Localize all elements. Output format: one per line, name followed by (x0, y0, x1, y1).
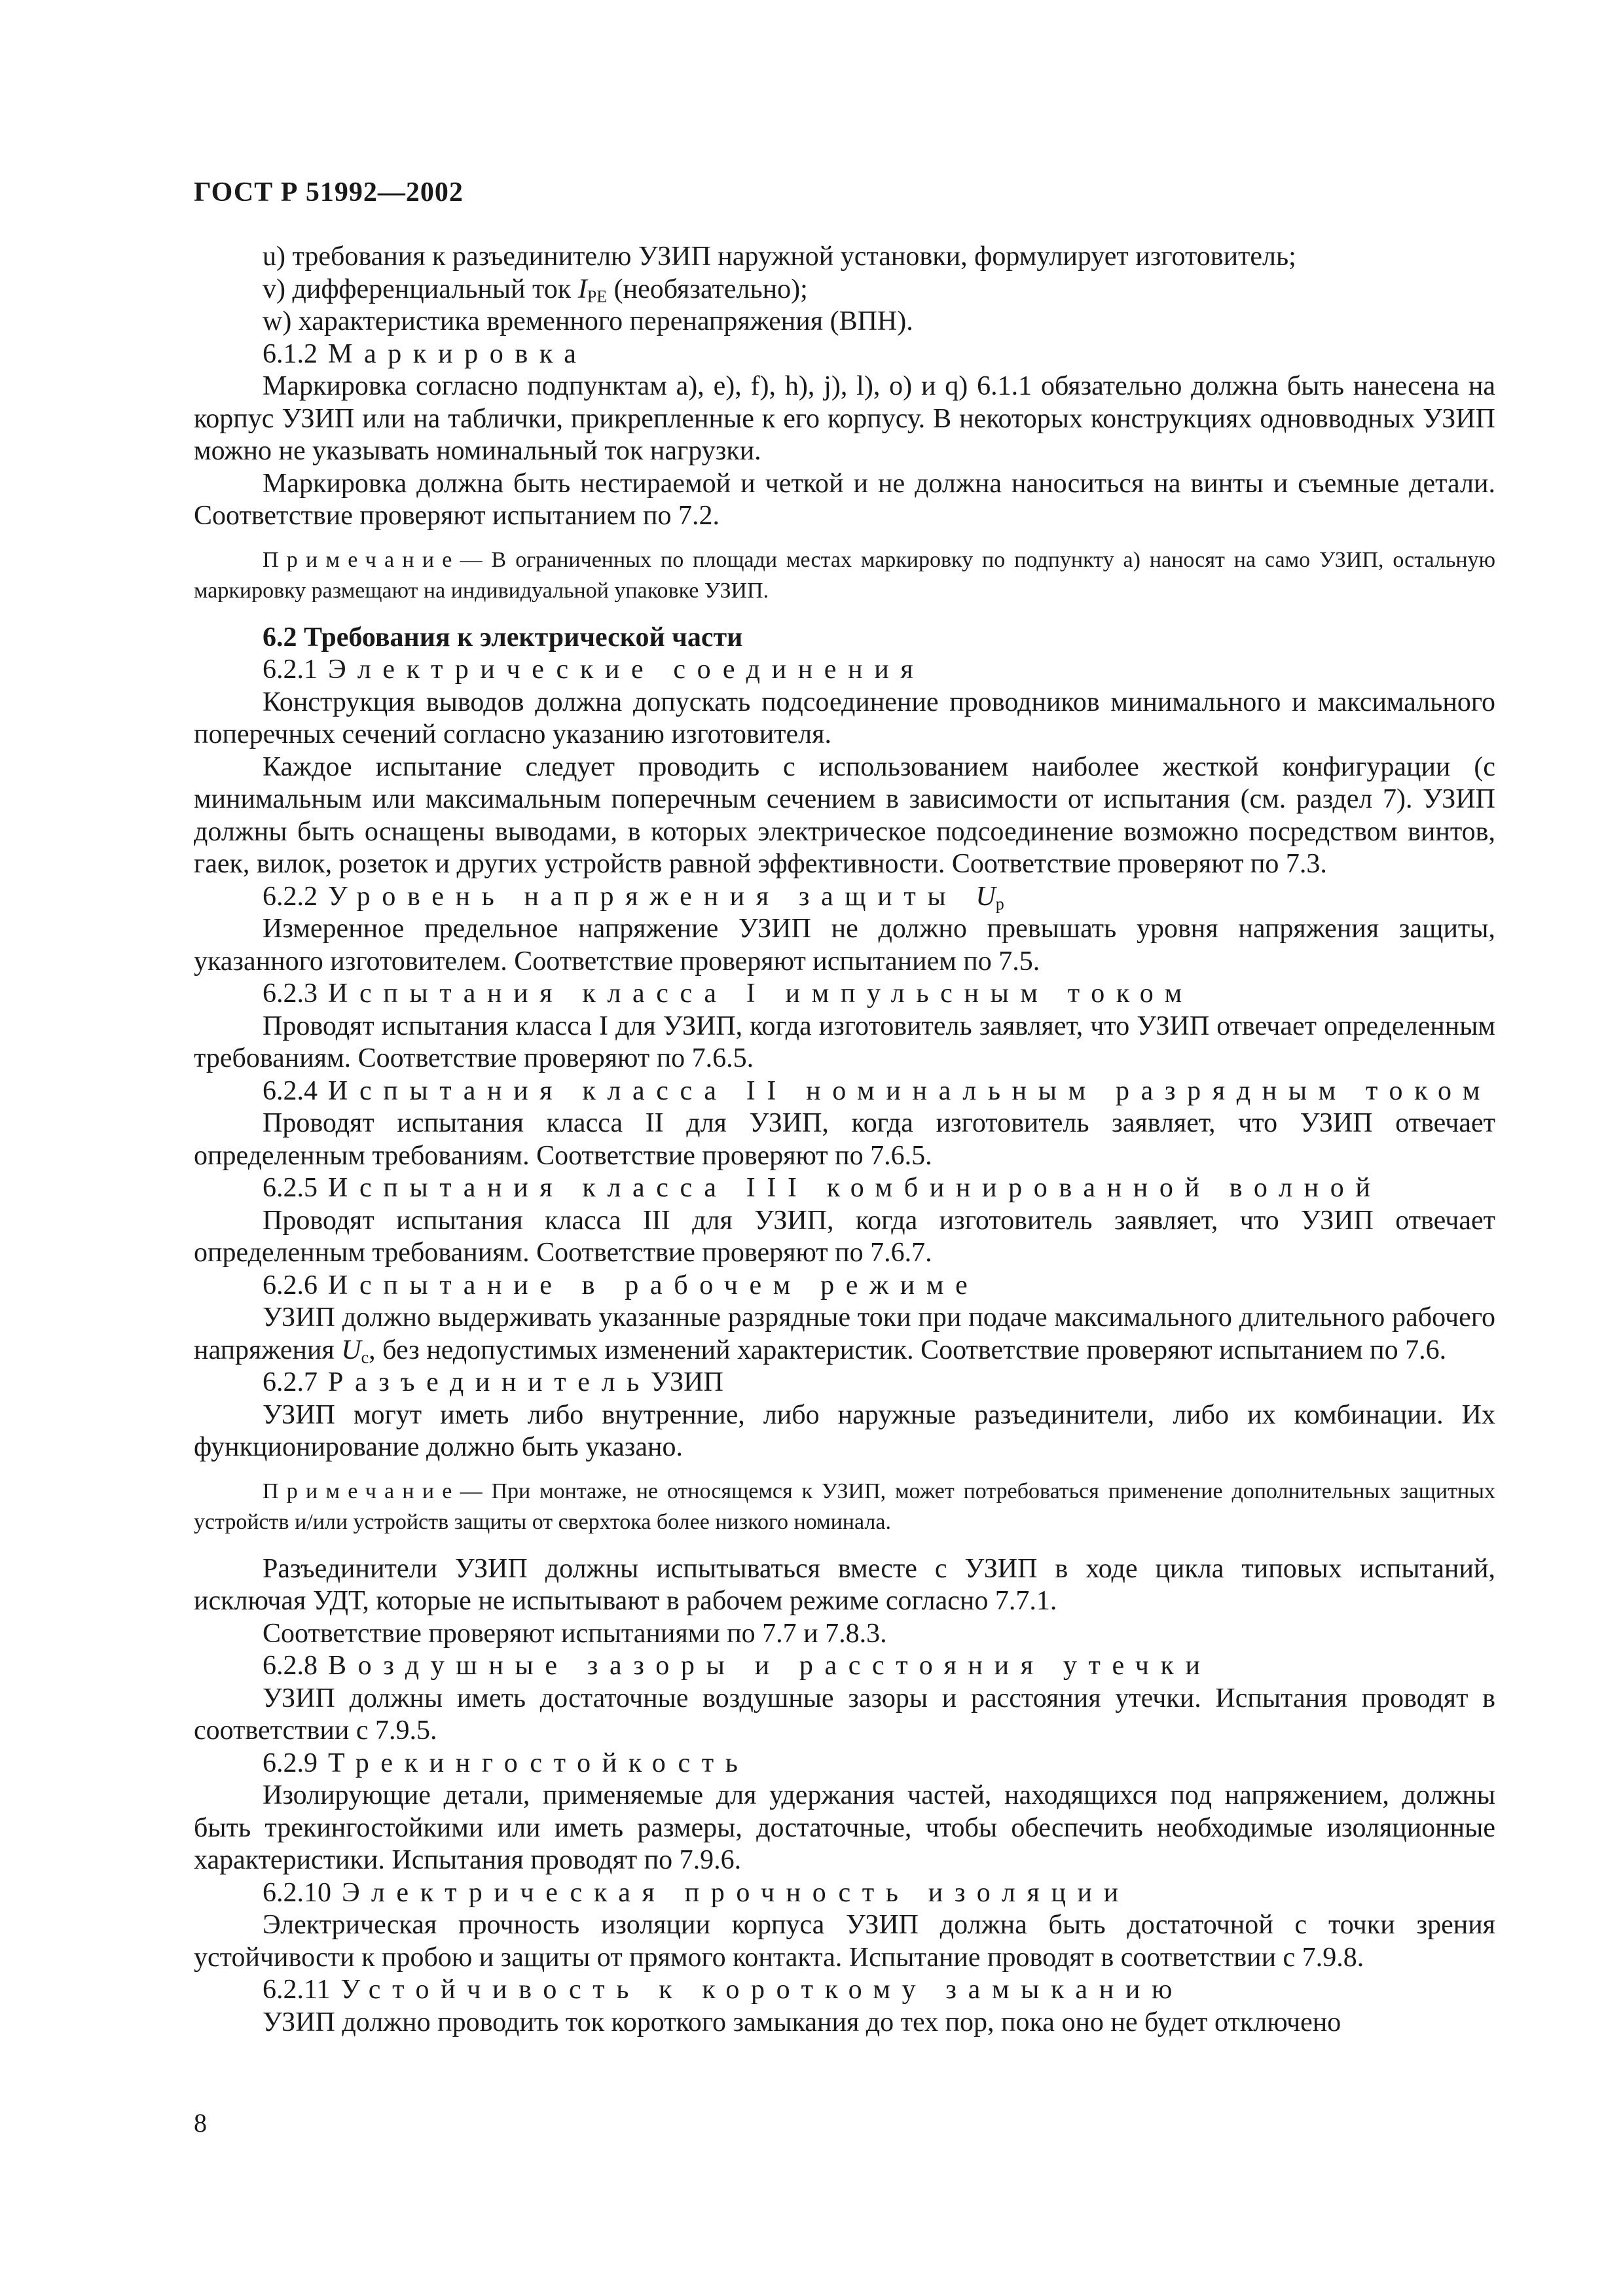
paragraph: Конструкция выводов должна допускать подсоединение проводников минимального и максимального поперечных сечений согласно указанию изготовителя. (194, 687, 1495, 749)
section-heading-6-2-7: 6.2.7 РазъединительУЗИП (263, 1367, 723, 1397)
section-heading-6-2-11: 6.2.11 Устойчивость к короткому замыканию (263, 1975, 1184, 2005)
paragraph: Электрическая прочность изоляции корпуса УЗИП должна быть достаточной с точки зрения устойчивости к пробою и защиты от прямого контакта. Испытание проводят в соответствии с 7.9.8. (194, 1910, 1495, 1973)
section-heading-6-1-2: 6.1.2 Маркировка (263, 338, 588, 369)
current-symbol: I (577, 274, 587, 304)
paragraph: Проводят испытания класса I для УЗИП, когда изготовитель заявляет, что УЗИП отвечает определенным требованиям. Соответствие проверяют по 7.6.5. (194, 1011, 1495, 1073)
document-body (194, 241, 1495, 2039)
section-heading-6-2-9: 6.2.9 Трекингостойкость (263, 1748, 750, 1778)
note: Примечание— В ограниченных по площади местах маркировку по подпункту a) наносят на само УЗИП, остальную маркировку размещают на индивидуальной упаковке УЗИП. (194, 547, 1495, 603)
section-heading-6-2-8: 6.2.8 Воздушные зазоры и расстояния утечки (263, 1651, 1212, 1681)
section-heading-6-2-6: 6.2.6 Испытание в рабочем режиме (263, 1270, 979, 1300)
section-heading-6-2-4: 6.2.4 Испытания класса II номинальным разрядным током (263, 1075, 1492, 1106)
section-heading-6-2-1: 6.2.1 Электрические соединения (263, 655, 925, 685)
document-header: ГОСТ Р 51992—2002 (194, 177, 464, 207)
section-heading-6-2-3: 6.2.3 Испытания класса I импульсным током (263, 978, 1194, 1009)
list-item-v: v) дифференциальный ток $I_{PE}$ (необязательно); (263, 274, 808, 306)
paragraph: Измеренное предельное напряжение УЗИП не должно превышать уровня напряжения защиты, указанного изготовителем. Соответствие проверяют испытанием по 7.5. (194, 914, 1495, 977)
page-number: 8 (194, 2108, 207, 2138)
paragraph: Маркировка согласно подпунктам a), e), f), h), j), l), o) и q) 6.1.1 обязательно должна быть нанесена на корпус УЗИП или на таблички, прикрепленные к его корпусу. В некоторых конструкциях одновводных УЗИП можно не указывать номинальный ток нагрузки. (194, 371, 1495, 466)
paragraph: Разъединители УЗИП должны испытываться вместе с УЗИП в ходе цикла типовых испытаний, исключая УДТ, которые не испытывают в рабочем режиме согласно 7.7.1. (194, 1553, 1495, 1616)
paragraph: Маркировка должна быть нестираемой и четкой и не должна наноситься на винты и съемные детали. Соответствие проверяют испытанием по 7.2. (194, 468, 1495, 531)
note-label: Примечание (263, 1479, 460, 1503)
section-heading-6-2-10: 6.2.10 Электрическая прочность изоляции (263, 1877, 1130, 1908)
note: Примечание— При монтаже, не относящемся к УЗИП, может потребоваться применение дополнительных защитных устройств и/или устройств защиты от сверхтока более низкого номинала. (194, 1479, 1495, 1534)
list-item-w: w) характеристика временного перенапряжения (ВПН). (263, 306, 913, 336)
section-heading-6-2: 6.2 Требования к электрической части (263, 622, 743, 653)
paragraph: Соответствие проверяют испытаниями по 7.7 и 7.8.3. (263, 1618, 887, 1649)
section-heading-6-2-2: 6.2.2 Уровень напряжения защиты $U_p$ (263, 881, 1004, 913)
paragraph: Проводят испытания класса II для УЗИП, когда изготовитель заявляет, что УЗИП отвечает определенным требованиям. Соответствие проверяют по 7.6.5. (194, 1108, 1495, 1171)
paragraph: Каждое испытание следует проводить с использованием наиболее жесткой конфигурации (с минимальным или максимальным поперечным сечением в зависимости от испытания (см. раздел 7). УЗИП должны быть оснащены выводами, в которых электрическое подсоединение возможно посредством винтов, гаек, вилок, розеток и других устройств равной эффективности. Соответствие проверяют по 7.3. (194, 751, 1495, 879)
paragraph: Изолирующие детали, применяемые для удержания частей, находящихся под напряжением, должны быть трекингостойкими или иметь размеры, достаточные, чтобы обеспечить необходимые изоляционные характеристики. Испытания проводят по 7.9.6. (194, 1780, 1495, 1875)
paragraph: УЗИП должны иметь достаточные воздушные зазоры и расстояния утечки. Испытания проводят в соответствии с 7.9.5. (194, 1683, 1495, 1746)
current-subscript: PE (587, 287, 608, 306)
paragraph: УЗИП должно проводить ток короткого замыкания до тех пор, пока оно не будет отключено (263, 2007, 1341, 2037)
paragraph: Проводят испытания класса III для УЗИП, когда изготовитель заявляет, что УЗИП отвечает определенным требованиям. Соответствие проверяют по 7.6.7. (194, 1205, 1495, 1268)
note-label: Примечание (263, 547, 460, 572)
list-item-u: u) требования к разъединителю УЗИП наружной установки, формулирует изготовитель; (263, 242, 1296, 272)
paragraph: УЗИП могут иметь либо внутренние, либо наружные разъединители, либо их комбинации. Их функционирование должно быть указано. (194, 1399, 1495, 1462)
paragraph: УЗИП должно выдерживать указанные разрядные токи при подаче максимального длительного рабочего напряжения $U_c$, без недопустимых изменений характеристик. Соответствие проверяют испытанием по 7.6. (194, 1302, 1495, 1367)
section-heading-6-2-5: 6.2.5 Испытания класса III комбинированной волной (263, 1173, 1382, 1203)
